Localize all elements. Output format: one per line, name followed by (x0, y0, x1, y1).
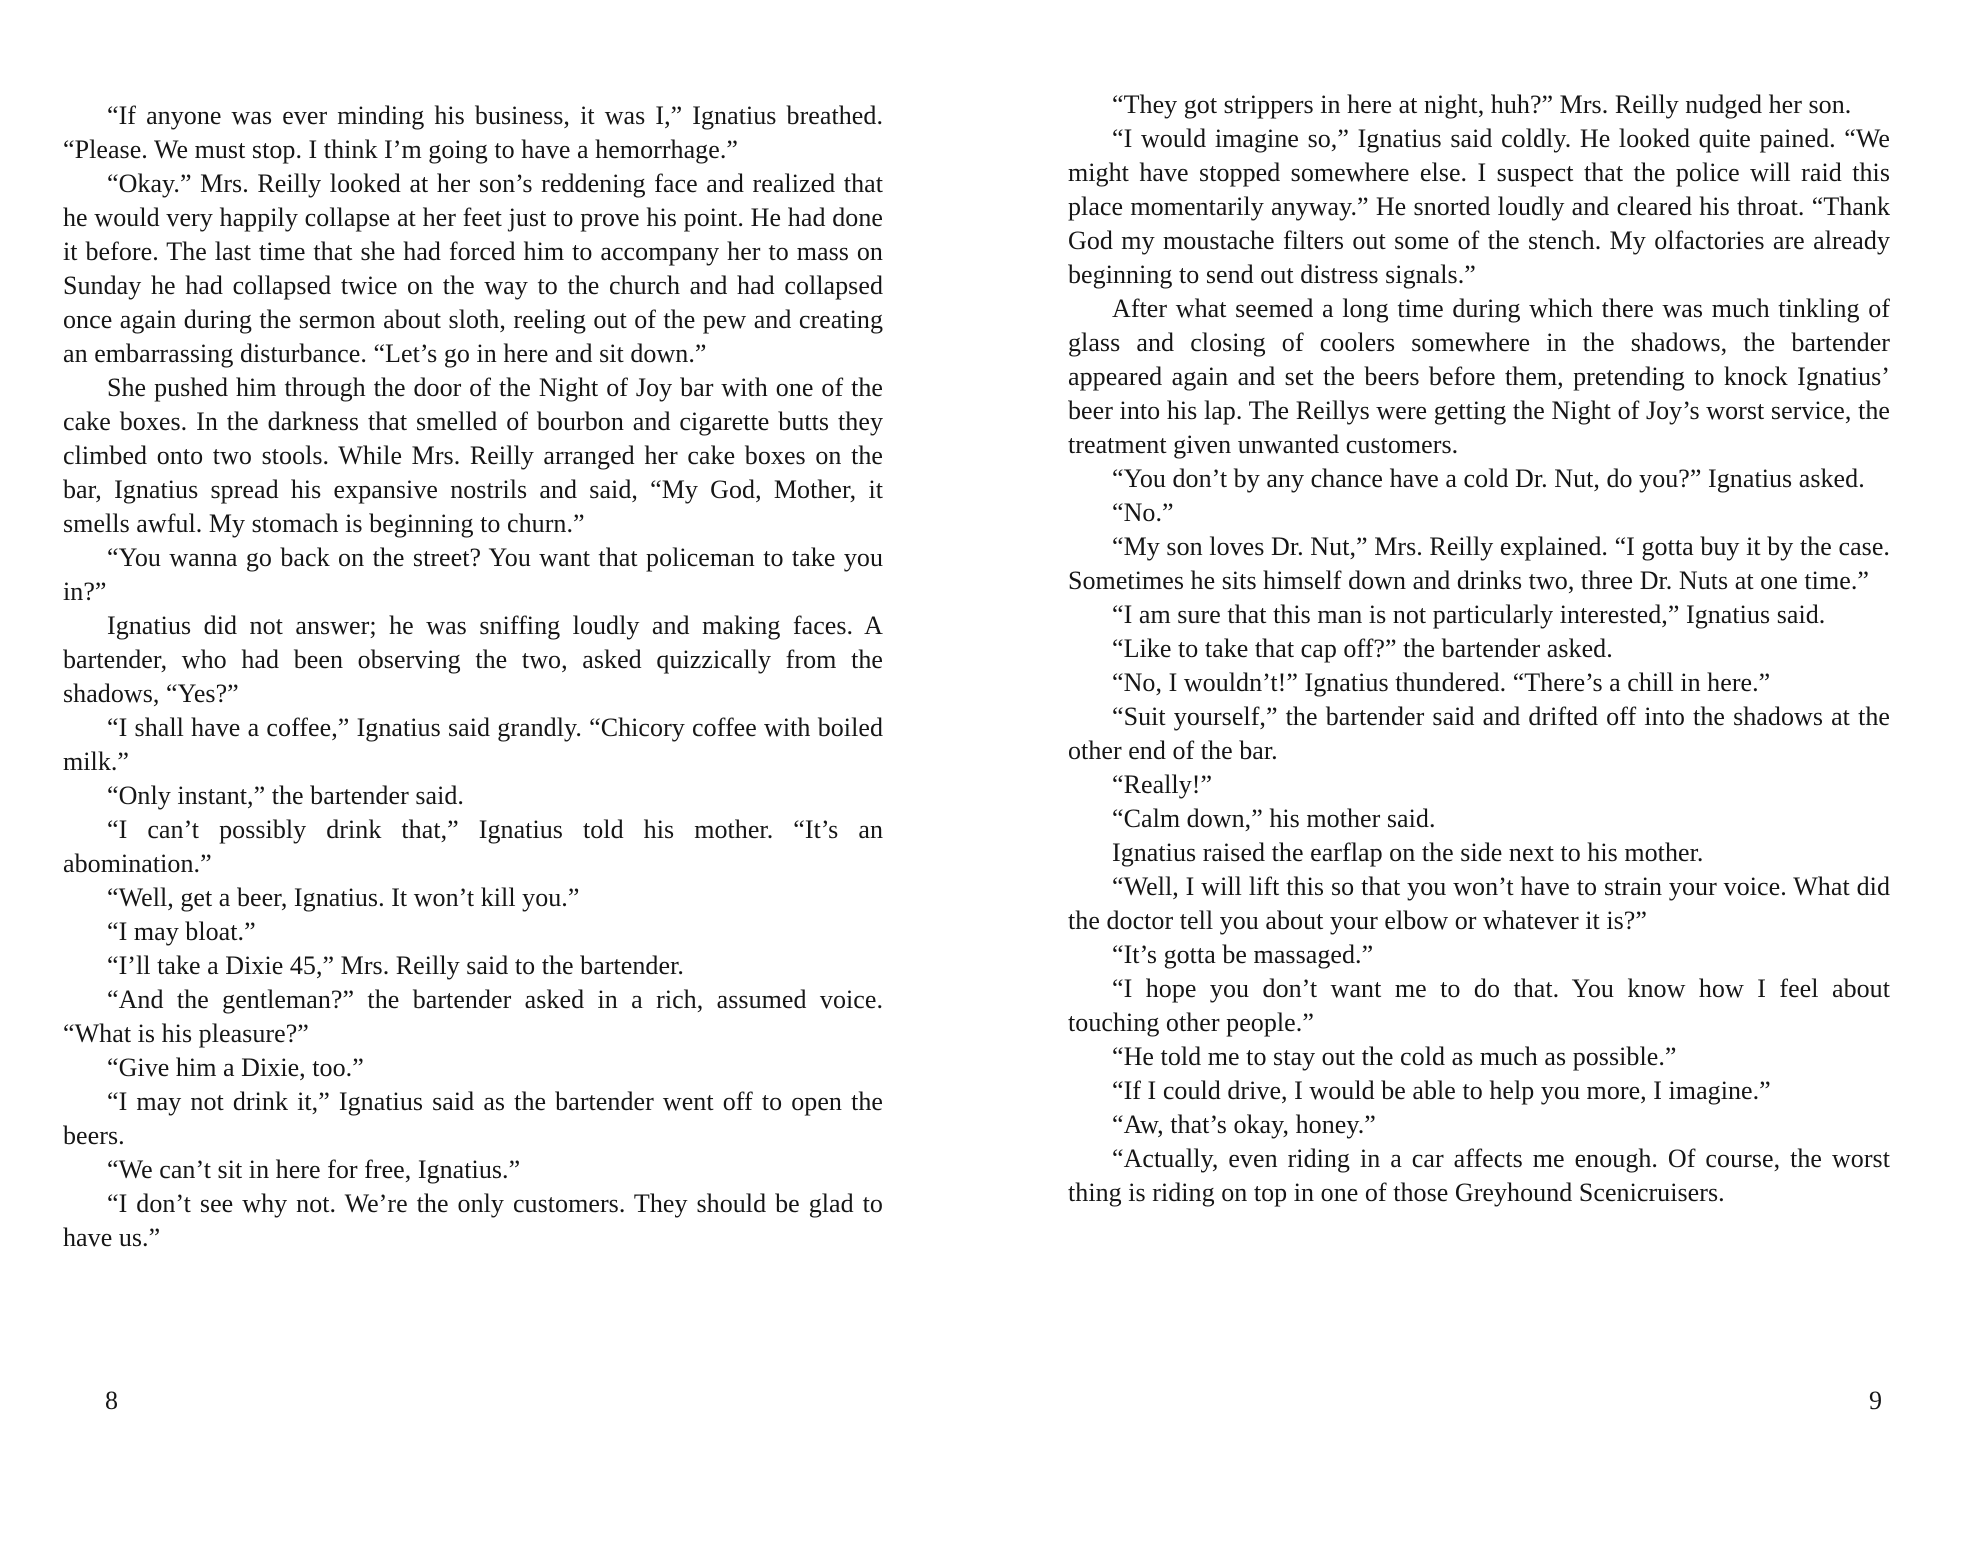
paragraph: “I would imagine so,” Ignatius said coldly. He looked quite pained. “We might have stopped somewhere else. I suspect that the police will raid this place momentarily anyway.” He snorted loudly and cleared his throat. “Thank God my moustache filters out some of the stench. My olfactories are already beginning to send out distress signals.” (1068, 124, 1890, 289)
left-page-text (63, 99, 883, 1255)
paragraph: “No, I wouldn’t!” Ignatius thundered. “There’s a chill in here.” (1112, 668, 1771, 697)
paragraph: “Actually, even riding in a car affects me enough. Of course, the worst thing is riding on top in one of those Greyhound Scenicruisers. (1068, 1144, 1890, 1207)
paragraph: “Really!” (1112, 770, 1213, 799)
paragraph: “He told me to stay out the cold as much as possible.” (1112, 1042, 1677, 1071)
paragraph: “I can’t possibly drink that,” Ignatius told his mother. “It’s an abomination.” (63, 815, 883, 878)
paragraph: “It’s gotta be massaged.” (1112, 940, 1374, 969)
paragraph: “You don’t by any chance have a cold Dr. Nut, do you?” Ignatius asked. (1112, 464, 1865, 493)
paragraph: “Calm down,” his mother said. (1112, 804, 1436, 833)
paragraph: “Okay.” Mrs. Reilly looked at her son’s reddening face and realized that he would very happily collapse at her feet just to prove his point. He had done it before. The last time that she had forced him to accompany her to mass on Sunday he had collapsed twice on the way to the church and had collapsed once again during the sermon about sloth, reeling out of the pew and creating an embarrassing disturbance. “Let’s go in here and sit down.” (63, 169, 883, 368)
paragraph: “Well, I will lift this so that you won’t have to strain your voice. What did the doctor tell you about your elbow or whatever it is?” (1068, 872, 1890, 935)
paragraph: “I am sure that this man is not particularly interested,” Ignatius said. (1112, 600, 1826, 629)
paragraph: “Like to take that cap off?” the bartender asked. (1112, 634, 1613, 663)
paragraph: After what seemed a long time during which there was much tinkling of glass and closing of coolers somewhere in the shadows, the bartender appeared again and set the beers before them, pretending to knock Ignatius’ beer into his lap. The Reillys were getting the Night of Joy’s worst service, the treatment given unwanted customers. (1068, 294, 1890, 459)
paragraph: “Aw, that’s okay, honey.” (1112, 1110, 1376, 1139)
paragraph: “Suit yourself,” the bartender said and drifted off into the shadows at the other end of the bar. (1068, 702, 1890, 765)
paragraph: Ignatius raised the earflap on the side next to his mother. (1112, 838, 1704, 867)
paragraph: She pushed him through the door of the Night of Joy bar with one of the cake boxes. In the darkness that smelled of bourbon and cigarette butts they climbed onto two stools. While Mrs. Reilly arranged her cake boxes on the bar, Ignatius spread his expansive nostrils and said, “My God, Mother, it smells awful. My stomach is beginning to churn.” (63, 373, 883, 538)
page-number-right: 9 (1869, 1386, 1882, 1415)
paragraph: “My son loves Dr. Nut,” Mrs. Reilly explained. “I gotta buy it by the case. Sometimes he sits himself down and drinks two, three Dr. Nuts at one time.” (1068, 532, 1890, 595)
paragraph: “No.” (1112, 498, 1174, 527)
paragraph: “I may bloat.” (107, 917, 256, 946)
paragraph: “They got strippers in here at night, huh?” Mrs. Reilly nudged her son. (1112, 90, 1852, 119)
paragraph: “And the gentleman?” the bartender asked in a rich, assumed voice. “What is his pleasure?” (63, 985, 883, 1048)
paragraph: “I hope you don’t want me to do that. You know how I feel about touching other people.” (1068, 974, 1890, 1037)
paragraph: “If I could drive, I would be able to help you more, I imagine.” (1112, 1076, 1771, 1105)
paragraph: “Well, get a beer, Ignatius. It won’t kill you.” (107, 883, 580, 912)
right-page-text (1068, 88, 1890, 1210)
paragraph: Ignatius did not answer; he was sniffing loudly and making faces. A bartender, who had been observing the two, asked quizzically from the shadows, “Yes?” (63, 611, 883, 708)
paragraph: “If anyone was ever minding his business, it was I,” Ignatius breathed. “Please. We must stop. I think I’m going to have a hemorrhage.” (63, 101, 883, 164)
paragraph: “I don’t see why not. We’re the only customers. They should be glad to have us.” (63, 1189, 883, 1252)
paragraph: “I’ll take a Dixie 45,” Mrs. Reilly said to the bartender. (107, 951, 684, 980)
paragraph: “Give him a Dixie, too.” (107, 1053, 364, 1082)
paragraph: “We can’t sit in here for free, Ignatius.” (107, 1155, 521, 1184)
paragraph: “Only instant,” the bartender said. (107, 781, 464, 810)
page-number-left: 8 (105, 1386, 118, 1415)
paragraph: “I shall have a coffee,” Ignatius said grandly. “Chicory coffee with boiled milk.” (63, 713, 883, 776)
paragraph: “I may not drink it,” Ignatius said as the bartender went off to open the beers. (63, 1087, 883, 1150)
paragraph: “You wanna go back on the street? You want that policeman to take you in?” (63, 543, 883, 606)
